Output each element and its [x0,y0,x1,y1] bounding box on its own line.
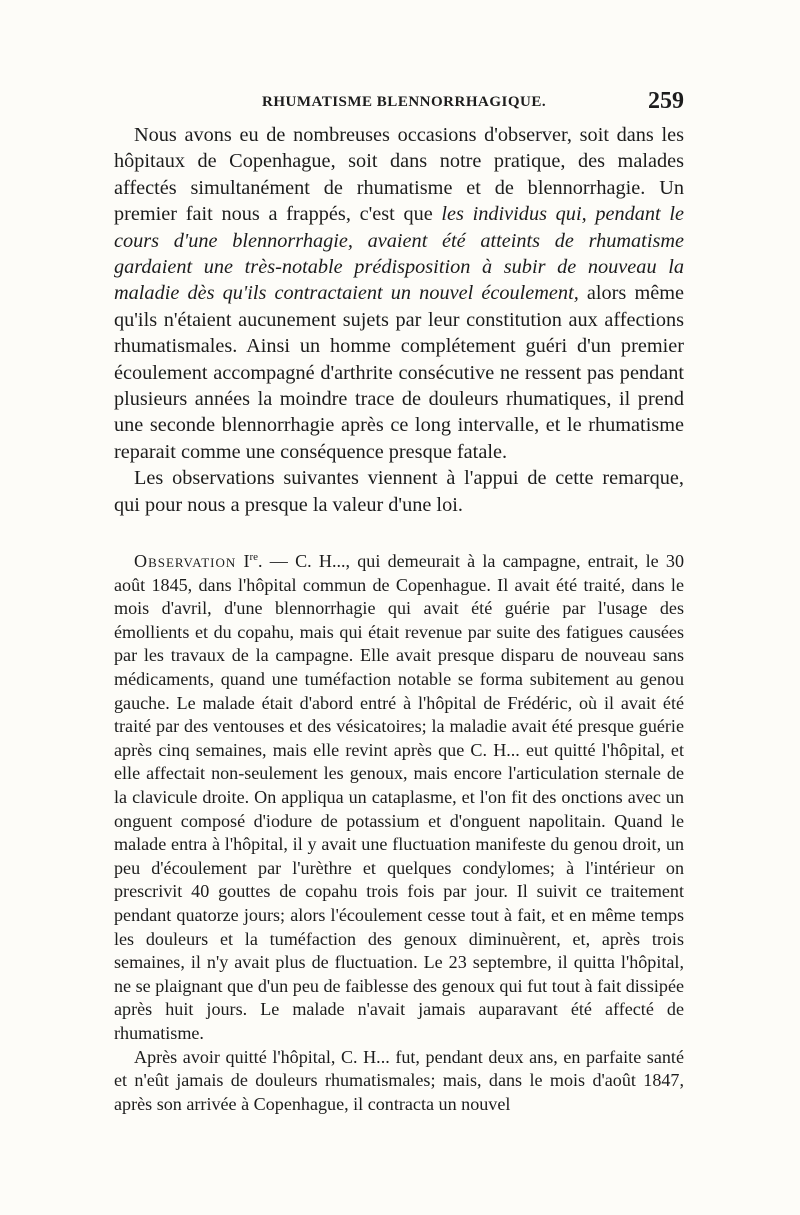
page-number: 259 [648,88,684,114]
paragraph-1 [114,122,684,465]
observation-numeral: I [243,551,250,572]
observation-block [114,550,684,1116]
observation-label: Observation [134,551,237,572]
book-page [114,88,684,1116]
observation-paragraph-1 [114,550,684,1045]
paragraph-2 [114,465,684,518]
observation-numeral-sup: re [249,551,259,564]
paragraph-1-text-a: Nous avons eu de nombreuses occasions d'observer, soit dans les hôpitaux de Copenhague, soit dans notre pratique, des malades affectés simultanément de rhumatisme et de blennorrhagie. Un premier fait nous a frappés, c'est que [114,124,684,226]
observation-text-2: Après avoir quitté l'hôpital, C. H... fut, pendant deux ans, en parfaite santé et n'eût jamais de douleurs rhumatismales; mais, dans le mois d'août 1847, après son arrivée à Copenhague, il contracta un nouvel [114,1046,684,1114]
page-header [114,88,684,122]
paragraph-2-text: Les observations suivantes viennent à l'appui de cette remarque, qui pour nous a presque la valeur d'une loi. [114,467,684,516]
running-head: RHUMATISME BLENNORRHAGIQUE. [262,94,547,110]
observation-paragraph-2 [114,1046,684,1117]
paragraph-1-text-b: alors même qu'ils n'étaient aucunement sujets par leur constitution aux affections rhumatismales. Ainsi un homme complétement guéri d'un premier écoulement accompagné d'arthrite consécutive ne ressent pas pendant plusieurs années la moindre trace de douleurs rhumatiques, il prend une seconde blennorrhagie après ce long intervalle, et le rhumatisme reparait comme une conséquence presque fatale. [114,282,684,463]
observation-text-1: . — C. H..., qui demeurait à la campagne, entrait, le 30 août 1845, dans l'hôpital commun de Copenhague. Il avait été traité, dans le mois d'avril, d'une blennorrhagie qui avait été guérie par l'usage des émollients et du copahu, mais qui était revenue par suite des fatigues causées par les travaux de la campagne. Elle avait presque disparu de nouveau sans médicaments, quand une tuméfaction notable se forma subitement au genou gauche. Le malade était d'abord entré à l'hôpital de Frédéric, où il avait été traité par des ventouses et des vésicatoires; la maladie avait été presque guérie après cinq semaines, mais elle revint après que C. H... eut quitté l'hôpital, et elle affectait non-seulement les genoux, mais encore l'articulation sternale de la clavicule droite. On appliqua un cataplasme, et l'on fit des onctions avec un onguent composé d'iodure de potassium et d'onguent napolitain. Quand le malade entra à l'hôpital, il y avait une fluctuation manifeste du genou droit, un peu d'écoulement par l'urèthre et quelques condylomes; à l'intérieur on prescrivit 40 gouttes de copahu trois fois par jour. Il suivit ce traitement pendant quatorze jours; alors l'écoulement cesse tout à fait, et en même temps les douleurs et la tuméfaction des genoux diminuèrent, et, après trois semaines, il n'y avait plus de fluctuation. Le 23 septembre, il quitta l'hôpital, ne se plaignant que d'un peu de faiblesse des genoux qui fut tout à fait dissipée après huit jours. Le malade n'avait jamais auparavant été affecté de rhumatisme. [114,551,684,1043]
paragraph-1-italic: les individus qui, pendant le cours d'une blennorrhagie, avaient été atteints de rhumatisme gardaient une très-notable prédisposition à subir de nouveau la maladie dès qu'ils contractaient un nouvel écoulement, [114,203,684,305]
